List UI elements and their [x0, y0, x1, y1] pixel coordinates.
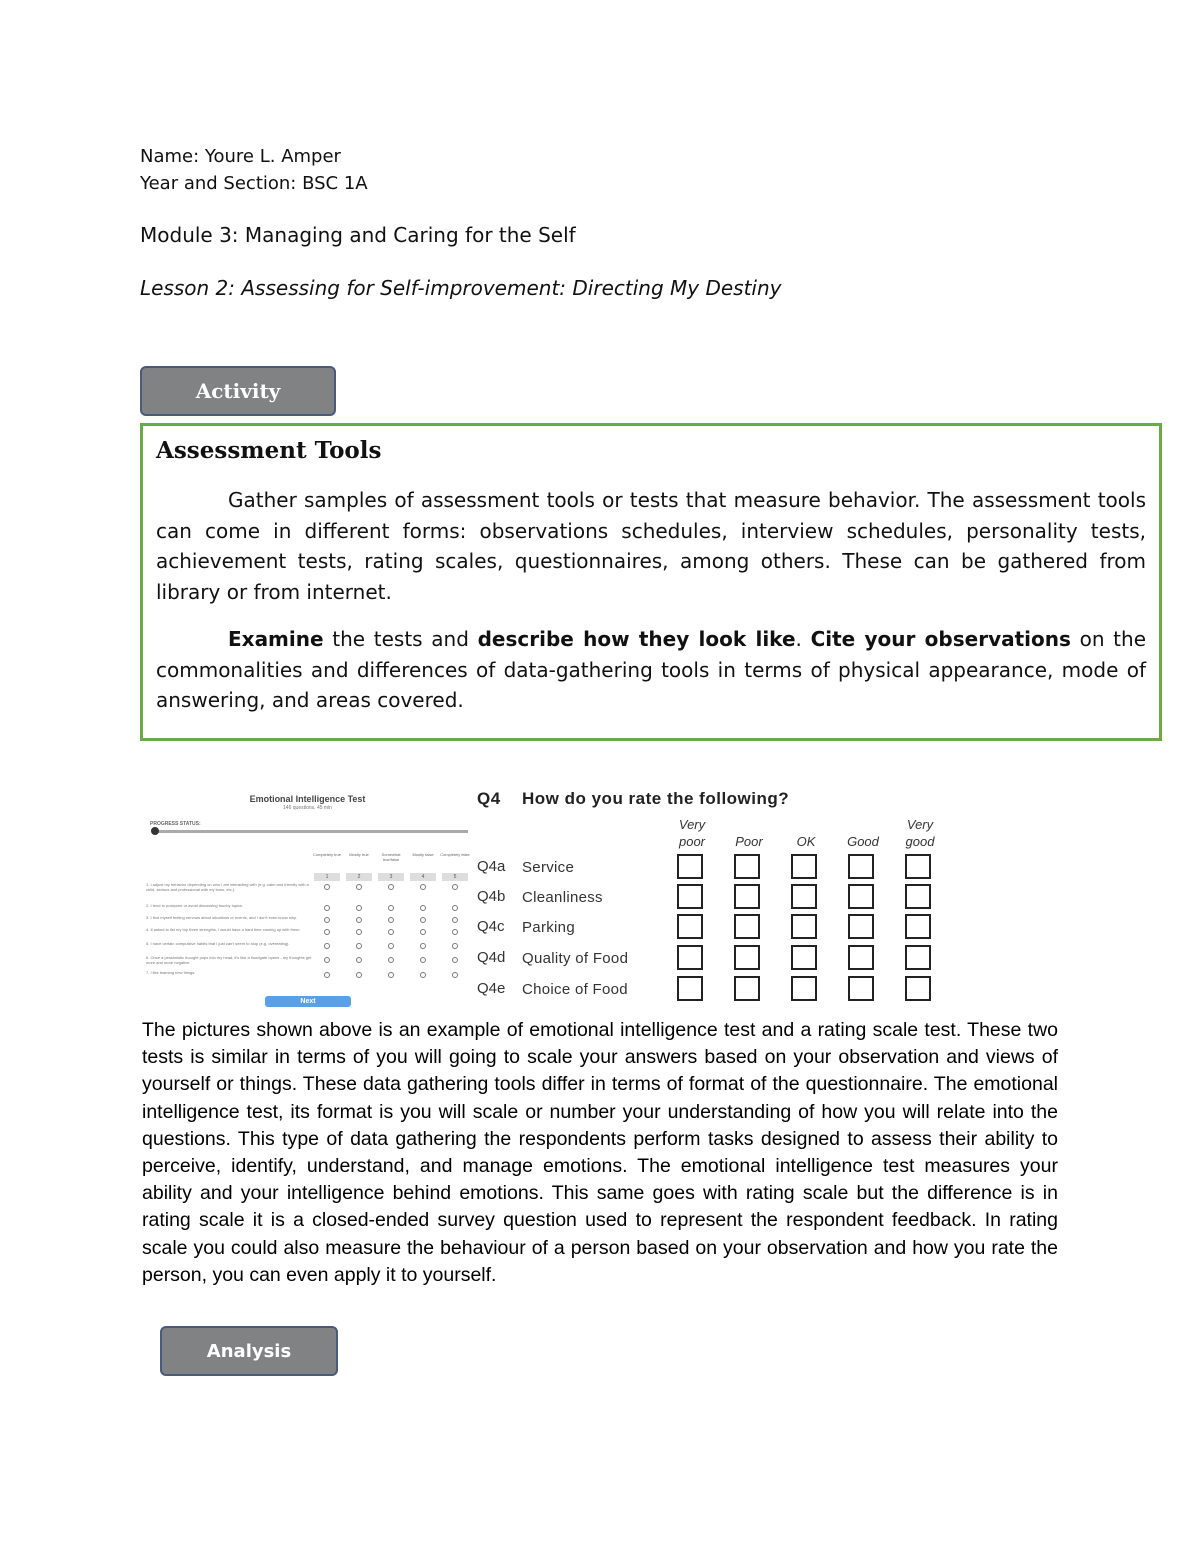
ei-radio-option: [388, 929, 394, 935]
ei-radio-option: [356, 943, 362, 949]
rating-row-code: Q4e: [477, 980, 506, 997]
rating-checkbox: [791, 854, 817, 879]
rating-row-label: Quality of Food: [522, 950, 629, 967]
assessment-paragraph-2: [156, 624, 1146, 716]
ei-radio-option: [452, 957, 458, 963]
instruction-text-3: on the commonalities and differences of data-gathering tools in terms of physical appearance, mode of answering, and areas covered.: [156, 627, 1147, 712]
rating-checkbox: [791, 945, 817, 970]
assessment-title: Assessment Tools: [156, 437, 382, 464]
ei-radio-option: [420, 972, 426, 978]
rating-column-header: [895, 816, 945, 850]
rating-checkbox: [848, 914, 874, 939]
rating-checkbox: [734, 854, 760, 879]
rating-checkbox: [734, 976, 760, 1001]
ei-radio-option: [324, 929, 330, 935]
rating-row-code: Q4a: [477, 858, 506, 875]
ei-radio-option: [388, 957, 394, 963]
ei-question-item: 6. Once a pessimistic thought pops into my head, it's like a floodgate opens - my thoughts get more and more negative.: [146, 955, 312, 965]
assessment-para1-text: Gather samples of assessment tools or tests that measure behavior. The assessment tools can come in different forms: observations schedules, interview schedules, personality tests, achievement tests, rating scales, questionnaires, among others. These can be gathered from library or from internet.: [156, 488, 1146, 604]
ei-radio-option: [420, 917, 426, 923]
ei-radio-option: [420, 884, 426, 890]
rating-row-code: Q4c: [477, 918, 505, 935]
rating-checkbox: [848, 976, 874, 1001]
rating-column-header-line1: Very: [678, 817, 706, 832]
ei-radio-option: [388, 884, 394, 890]
ei-radio-option: [452, 917, 458, 923]
rating-column-header-line2: OK: [796, 834, 816, 849]
ei-radio-option: [324, 957, 330, 963]
ei-radio-option: [452, 972, 458, 978]
rating-checkbox: [677, 945, 703, 970]
ei-radio-option: [388, 943, 394, 949]
ei-test-image: [140, 780, 475, 1012]
instruction-text-2: .: [795, 627, 811, 651]
rating-column-header-line1: [724, 816, 774, 833]
ei-radio-option: [356, 929, 362, 935]
rating-checkbox: [734, 914, 760, 939]
ei-radio-option: [356, 957, 362, 963]
ei-radio-option: [452, 905, 458, 911]
ei-column-number: 2: [346, 873, 372, 881]
rating-checkbox: [791, 914, 817, 939]
ei-question-item: 3. I find myself feeling nervous about situations or events, and I don't even know why.: [146, 915, 297, 920]
rating-checkbox: [734, 884, 760, 909]
rating-column-header-line1: [838, 816, 888, 833]
instruction-describe: describe how they look like: [477, 627, 796, 651]
rating-checkbox: [677, 884, 703, 909]
ei-column-number: 4: [410, 873, 436, 881]
analysis-label: Analysis: [160, 1326, 338, 1376]
ei-column-header: Somewhat true/false: [381, 852, 401, 862]
rating-checkbox: [791, 976, 817, 1001]
module-title: Module 3: Managing and Caring for the Self: [140, 223, 576, 247]
rating-row-code: Q4d: [477, 949, 506, 966]
ei-column-number: 1: [314, 873, 340, 881]
ei-radio-option: [388, 972, 394, 978]
ei-radio-option: [324, 884, 330, 890]
rating-checkbox: [677, 914, 703, 939]
ei-radio-option: [452, 929, 458, 935]
rating-checkbox: [905, 854, 931, 879]
instruction-examine: Examine: [228, 627, 324, 651]
ei-radio-option: [356, 905, 362, 911]
rating-checkbox: [848, 945, 874, 970]
ei-test-subtitle: 146 questions, 45 min: [283, 805, 332, 811]
rating-checkbox: [791, 884, 817, 909]
rating-row-label: Cleanliness: [522, 889, 603, 906]
ei-question-item: 7. I like learning new things.: [146, 970, 196, 975]
ei-radio-option: [452, 943, 458, 949]
ei-column-number: 3: [378, 873, 404, 881]
ei-radio-option: [388, 905, 394, 911]
ei-radio-option: [324, 972, 330, 978]
ei-test-title: Emotional Intelligence Test: [249, 794, 366, 804]
ei-question-item: 5. I have certain compulsive habits that I just can't seem to stop (e.g. overeating).: [146, 941, 290, 946]
lesson-title: Lesson 2: Assessing for Self-improvement: Directing My Destiny: [140, 276, 782, 300]
rating-checkbox: [848, 854, 874, 879]
ei-radio-option: [324, 943, 330, 949]
ei-radio-option: [388, 917, 394, 923]
student-name: Name: Youre L. Amper: [140, 146, 341, 167]
rating-column-header-line2: Good: [847, 834, 879, 849]
ei-radio-option: [324, 917, 330, 923]
rating-column-header-line2: Poor: [735, 834, 763, 849]
ei-progress-knob: [151, 827, 159, 835]
rating-checkbox: [905, 914, 931, 939]
rating-checkbox: [848, 884, 874, 909]
assessment-paragraph-1: [156, 485, 1146, 607]
ei-column-header: Mostly true: [349, 852, 369, 857]
ei-radio-option: [452, 884, 458, 890]
ei-question-item: 4. If asked to list my top three strengths, I would have a hard time coming up with them.: [146, 927, 301, 932]
instruction-cite: Cite your observations: [810, 627, 1071, 651]
rating-checkbox: [905, 945, 931, 970]
rating-row-label: Service: [522, 859, 575, 876]
rating-column-header: [724, 816, 774, 850]
ei-column-number: 5: [442, 873, 468, 881]
observation-paragraph: The pictures shown above is an example of emotional intelligence test and a rating scale test. These two tests is similar in terms of you will going to scale your answers based on your observation and views of yourself or things. These data gathering tools differ in terms of format of the questionnaire. The emotional intelligence test, its format is you will scale or number your understanding of how you will relate into the questions. This type of data gathering the respondents perform tasks designed to assess their ability to perceive, identify, understand, and manage emotions. The emotional intelligence test measures your ability and your intelligence behind emotions. This same goes with rating scale but the difference is in rating scale it is a closed-ended survey question used to represent the respondent feedback. In rating scale you could also measure the behaviour of a person based on your observation and how you rate the person, you can even apply it to yourself.: [142, 1019, 1058, 1286]
instruction-text-1: the tests and: [323, 627, 478, 651]
rating-checkbox: [734, 945, 760, 970]
ei-question-item: 2. I tend to postpone or avoid discussing touchy topics.: [146, 903, 244, 908]
rating-column-header: [838, 816, 888, 850]
rating-column-header-line1: [781, 816, 831, 833]
ei-column-header: Completely true: [312, 852, 341, 857]
rating-column-header-line1: Very: [906, 817, 934, 832]
rating-row-label: Choice of Food: [522, 981, 628, 998]
activity-label: Activity: [140, 366, 336, 416]
ei-column-header: Completely false: [440, 852, 470, 857]
ei-radio-option: [356, 917, 362, 923]
ei-progress-label: PROGRESS STATUS:: [150, 821, 201, 827]
ei-radio-option: [420, 957, 426, 963]
rating-question-code: Q4: [477, 789, 501, 808]
ei-radio-option: [324, 905, 330, 911]
rating-column-header: [667, 816, 717, 850]
rating-checkbox: [677, 976, 703, 1001]
rating-column-header-line2: poor: [678, 834, 706, 849]
ei-radio-option: [356, 884, 362, 890]
rating-checkbox: [905, 976, 931, 1001]
rating-checkbox: [905, 884, 931, 909]
ei-radio-option: [420, 929, 426, 935]
rating-row-label: Parking: [522, 919, 575, 936]
ei-progress-bar: [154, 830, 468, 833]
rating-column-header: [781, 816, 831, 850]
rating-question-text: How do you rate the following?: [522, 789, 790, 808]
rating-checkbox: [677, 854, 703, 879]
rating-column-header-line2: good: [905, 834, 935, 849]
rating-row-code: Q4b: [477, 888, 506, 905]
rating-scale-image: [475, 780, 955, 1010]
ei-question-item: 1. I adjust my behavior depending on who I am interacting with (e.g. calm and friendly with a child, serious and professional with my boss, etc.).: [146, 882, 309, 892]
ei-column-header: Mostly false: [412, 852, 434, 857]
ei-radio-option: [356, 972, 362, 978]
ei-radio-option: [420, 905, 426, 911]
year-section: Year and Section: BSC 1A: [140, 173, 368, 194]
ei-radio-option: [420, 943, 426, 949]
ei-next-button: Next: [265, 996, 351, 1007]
